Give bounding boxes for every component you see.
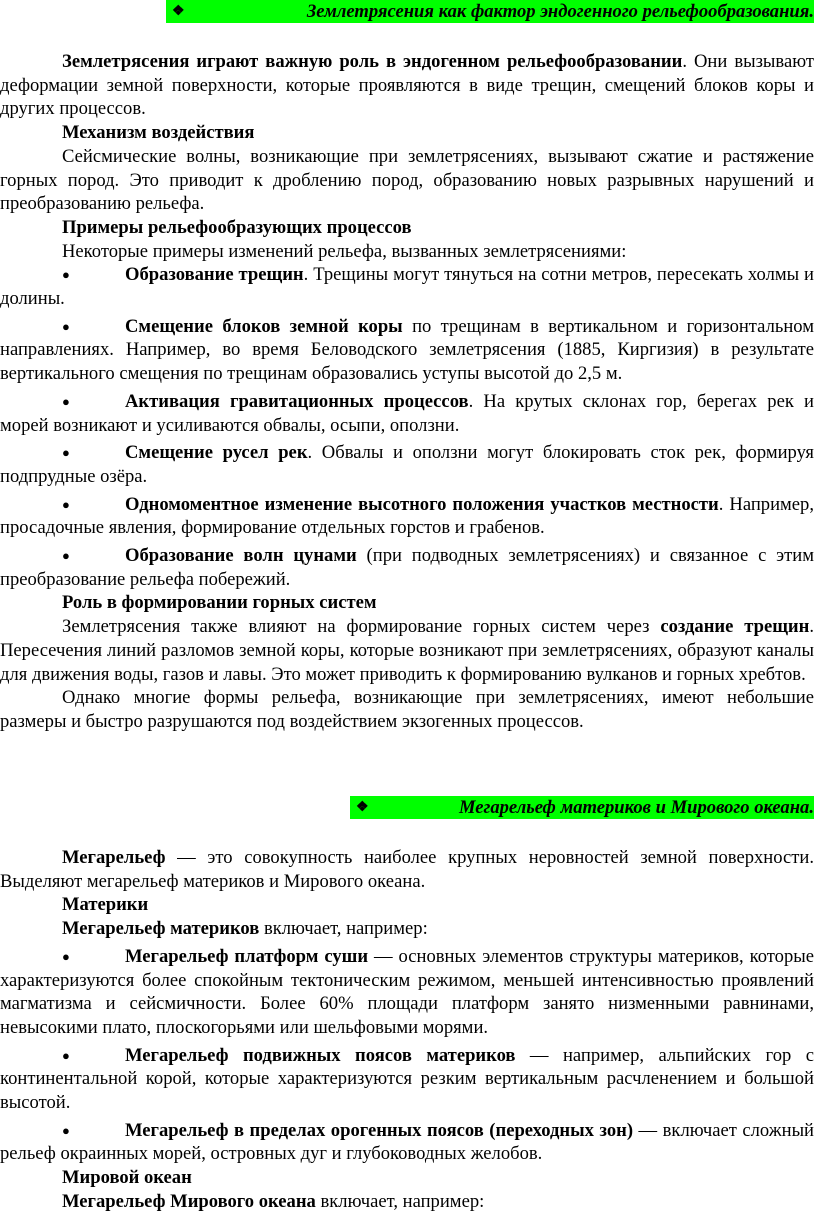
text: — это совокупность наиболее крупных неровностей земной поверхности. Выделяют мегарельеф материков и Мирового океана. (0, 847, 814, 892)
paragraph: Сейсмические волны, возникающие при землетрясениях, вызывают сжатие и растяжение горных пород. Это приводит к дроблению пород, образованию новых разрывных нарушений и преобразованию рельефа. (0, 145, 814, 215)
disc-bullet-icon: ● (62, 548, 70, 564)
section-header-highlight (166, 0, 814, 23)
list-item (0, 441, 814, 488)
list-item (0, 263, 814, 310)
diamond-bullet-icon: ❖ (172, 4, 185, 19)
disc-bullet-icon: ● (62, 1122, 70, 1138)
disc-bullet-icon: ● (62, 393, 70, 409)
subheading: Мировой океан (62, 1167, 192, 1189)
item-bold: Мегарельеф подвижных поясов материков (125, 1044, 516, 1066)
section-header-highlight (350, 796, 814, 819)
bold-lead: Мегарельеф Мирового океана (62, 1190, 316, 1212)
item-bold: Активация гравитационных процессов (125, 390, 469, 412)
item-bold: Образование волн цунами (125, 545, 357, 567)
subheading: Роль в формировании горных систем (62, 592, 377, 614)
item-bold: Мегарельеф в пределах орогенных поясов (переходных зон) (125, 1119, 634, 1141)
bold-lead: Мегарельеф материков (62, 918, 260, 940)
section-title: Землетрясения как фактор эндогенного рельефообразования. (306, 1, 814, 22)
text: Землетрясения также влияют на формирование горных систем через (62, 616, 661, 638)
item-text: . Обвалы и оползни могут блокировать сток рек, формируя подпрудные озёра. (0, 442, 814, 487)
disc-bullet-icon: ● (62, 948, 70, 964)
list-item (0, 544, 814, 591)
subheading: Примеры рельефообразующих процессов (62, 216, 412, 238)
section-body (0, 50, 814, 734)
bold-lead: Землетрясения играют важную роль в эндогенном рельефообразовании (62, 51, 683, 72)
disc-bullet-icon: ● (62, 496, 70, 512)
item-bold: Смещение блоков земной коры (125, 315, 403, 337)
paragraph (0, 615, 814, 686)
paragraph (0, 917, 814, 941)
bold-term: создание трещин (660, 616, 810, 638)
disc-bullet-icon: ● (62, 445, 70, 461)
text: . Пересечения линий разломов земной коры, которые возникают при землетрясениях, образуют каналы для движения воды, газов и лавы. Это может приводить к формированию вулканов и горных хребтов. (0, 616, 814, 685)
item-text: . На крутых склонах гор, берегах рек и морей возникают и усиливаются обвалы, осыпи, оползни. (0, 390, 814, 436)
item-text: . Например, просадочные явления, формирование отдельных горстов и грабенов. (0, 493, 814, 539)
item-text: . Трещины могут тянуться на сотни метров, пересекать холмы и долины. (0, 264, 815, 310)
disc-bullet-icon: ● (62, 1047, 70, 1063)
item-bold: Мегарельеф платформ суши (125, 945, 369, 967)
item-text: (при подводных землетрясениях) и связанное с этим преобразование рельефа побережий. (0, 545, 814, 590)
list-item (0, 390, 814, 437)
section-title: Мегарельеф материков и Мирового океана. (458, 797, 814, 818)
section-body (0, 846, 814, 1214)
item-text: — включает сложный рельеф окраинных морей, островных дуг и глубоководных желобов. (0, 1119, 815, 1165)
paragraph: Однако многие формы рельефа, возникающие при землетрясениях, имеют небольшие размеры и быстро разрушаются под воздействием экзогенных процессов. (0, 687, 814, 732)
diamond-bullet-icon: ❖ (356, 800, 369, 815)
item-bold: Образование трещин (125, 264, 304, 286)
paragraph (0, 846, 814, 893)
paragraph: Некоторые примеры изменений рельефа, вызванных землетрясениями: (62, 240, 627, 262)
paragraph (0, 50, 814, 121)
text: включает, например: (315, 1190, 485, 1212)
subheading: Материки (62, 894, 149, 916)
text: . Они вызывают деформации земной поверхности, которые проявляются в виде трещин, смещений блоков коры и других процессов. (0, 51, 814, 120)
bold-lead: Мегарельеф (62, 847, 166, 868)
disc-bullet-icon: ● (62, 318, 70, 334)
list-item (0, 945, 814, 1040)
subheading: Механизм воздействия (62, 122, 255, 144)
item-text: — например, альпийских гор с континентальной корой, которые характеризуются резким вертикальным расчленением и большой высотой. (0, 1044, 814, 1114)
list-item (0, 1119, 814, 1166)
list-item (0, 493, 814, 540)
paragraph (0, 1190, 814, 1214)
item-bold: Смещение русел рек (125, 442, 308, 464)
list-item (0, 1044, 814, 1115)
item-text: — основных элементов структуры материков, которые характеризуются более спокойным тектоническим режимом, меньшей интенсивностью проявлений магматизма и сейсмичности. Более 60% площади платформ занято низменными равнинами, невысокими плато, плоскогорьями или шельфовыми морями. (0, 945, 814, 1038)
text: включает, например: (259, 918, 428, 940)
item-text: по трещинам в вертикальном и горизонтальном направлениях. Например, во время Беловодского землетрясения (1885, Киргизия) в результате вертикального смещения по трещинам образовались уступы высотой до 2,5 м. (0, 315, 814, 385)
disc-bullet-icon: ● (62, 267, 70, 283)
list-item (0, 315, 814, 386)
item-bold: Одномоментное изменение высотного положения участков местности (125, 493, 719, 515)
